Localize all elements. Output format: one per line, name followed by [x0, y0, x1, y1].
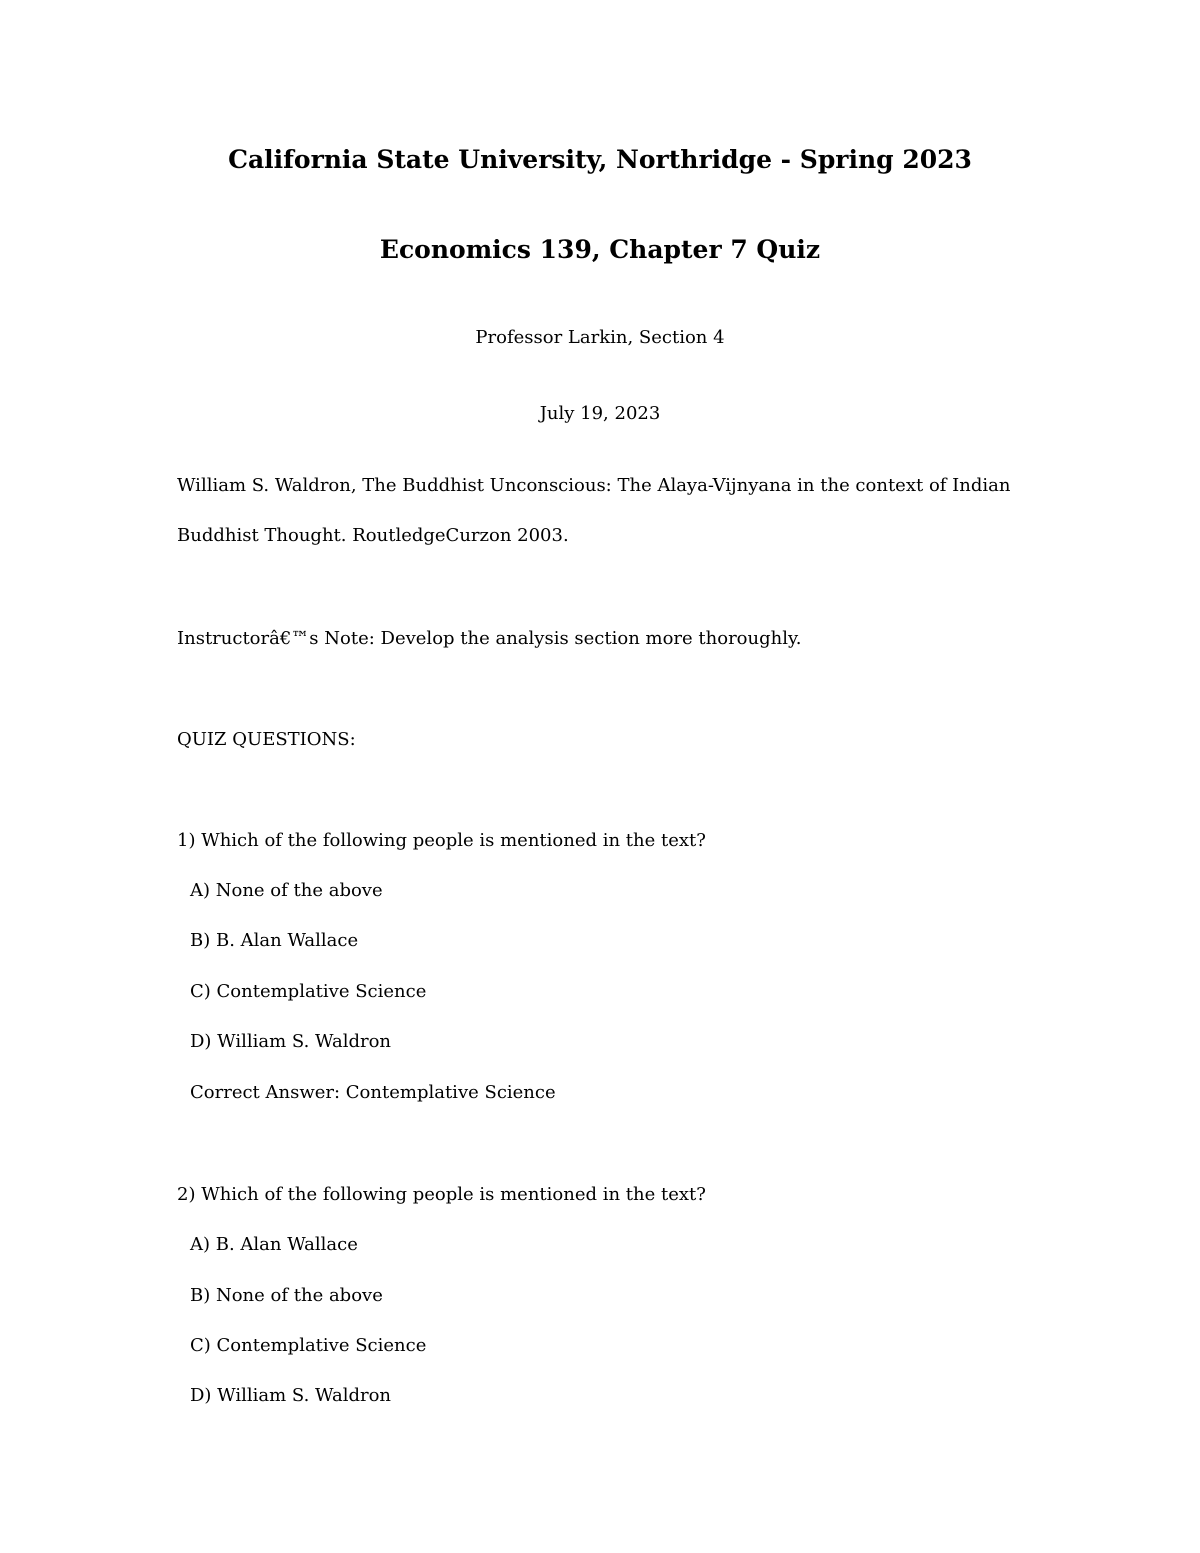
- instructor-note: Instructorâ€™s Note: Develop the analysis section more thoroughly.: [177, 628, 802, 649]
- professor-line: Professor Larkin, Section 4: [475, 327, 725, 348]
- university-heading: California State University, Northridge - Spring 2023: [228, 145, 972, 174]
- correct-answer: Correct Answer: Contemplative Science: [190, 1082, 556, 1103]
- quiz-heading: QUIZ QUESTIONS:: [177, 729, 356, 750]
- answer-option: D) William S. Waldron: [190, 1031, 392, 1052]
- answer-option: B) B. Alan Wallace: [190, 930, 359, 951]
- answer-option: A) None of the above: [190, 880, 383, 901]
- answer-option: D) William S. Waldron: [190, 1385, 392, 1406]
- answer-option: B) None of the above: [190, 1285, 383, 1306]
- answer-option: A) B. Alan Wallace: [190, 1234, 358, 1255]
- answer-option: C) Contemplative Science: [190, 981, 427, 1002]
- date-line: July 19, 2023: [539, 403, 661, 424]
- citation-line-2: Buddhist Thought. RoutledgeCurzon 2003.: [177, 525, 569, 546]
- question-prompt: 1) Which of the following people is mentioned in the text?: [177, 830, 706, 851]
- answer-option: C) Contemplative Science: [190, 1335, 427, 1356]
- question-prompt: 2) Which of the following people is mentioned in the text?: [177, 1184, 706, 1205]
- citation-line-1: William S. Waldron, The Buddhist Unconscious: The Alaya-Vijnyana in the context of Indian: [177, 475, 1011, 496]
- course-title: Economics 139, Chapter 7 Quiz: [379, 235, 821, 264]
